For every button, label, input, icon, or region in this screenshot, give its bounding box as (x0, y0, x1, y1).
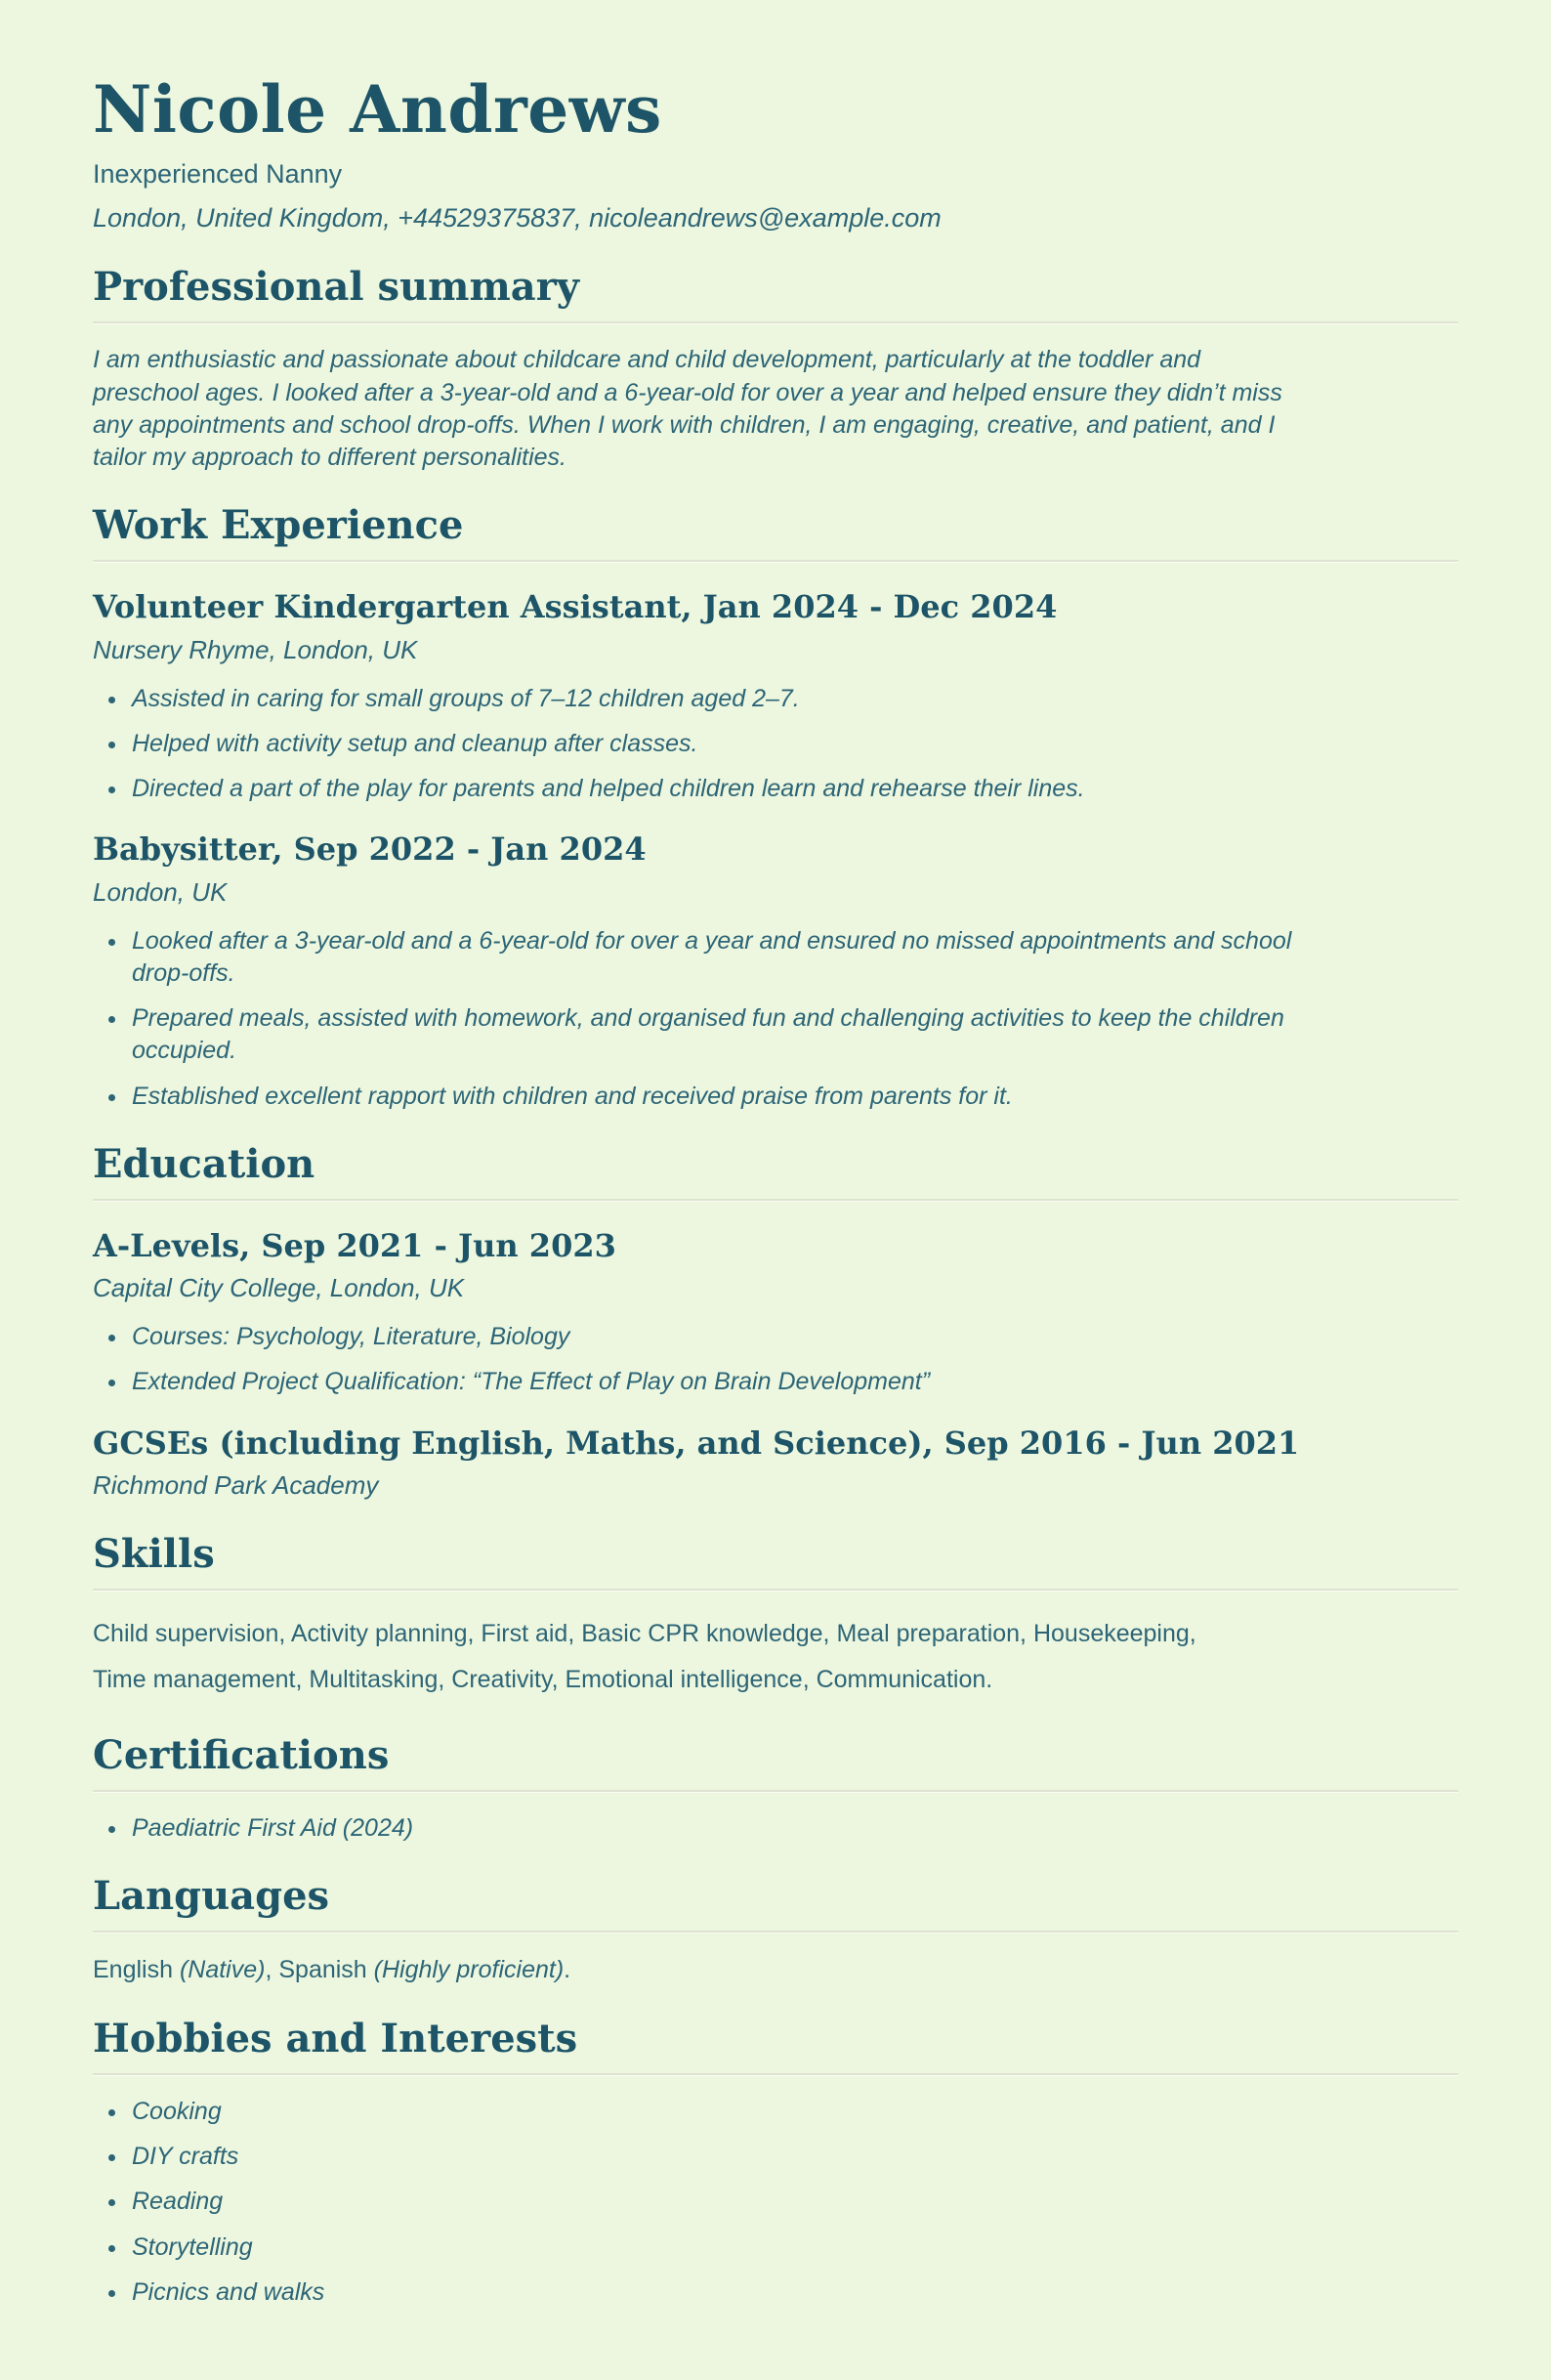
section-divider (93, 1931, 1458, 1934)
education-location: Richmond Park Academy (93, 1469, 379, 1500)
hobbies-list (93, 2096, 1458, 2309)
work-experience-heading: Work Experience (93, 502, 464, 549)
job-bullet: • Looked after a 3-year-old and a 6-year-old for over a year and ensured no missed appointments and school drop-offs. (128, 925, 1334, 991)
section-hobbies (93, 2017, 1458, 2309)
certifications-list (93, 1812, 1458, 1845)
education-entry (93, 1424, 1458, 1503)
language-segment: . (564, 1955, 571, 1983)
candidate-role: Inexperienced Nanny (93, 159, 343, 190)
language-segment: English (93, 1955, 180, 1983)
hobbies-heading: Hobbies and Interests (93, 2015, 578, 2061)
hobby-bullet: • Picnics and walks (128, 2276, 1334, 2309)
contact-line: London, United Kingdom, +44529375837, nicoleandrews@example.com (93, 203, 942, 234)
section-skills (93, 1532, 1458, 1704)
education-bullets-list (93, 1321, 1458, 1399)
candidate-name: Nicole Andrews (93, 71, 662, 148)
skills-text: Child supervision, Activity planning, First aid, Basic CPR knowledge, Meal preparation, Housekeeping, Time management, Multitasking, Creativity, Emotional intelligence, Communication. (93, 1619, 1196, 1694)
job-bullets-list (93, 925, 1458, 1113)
section-divider (93, 1790, 1458, 1793)
section-professional-summary (93, 265, 1458, 474)
education-location: Capital City College, London, UK (93, 1273, 465, 1303)
job-entry (93, 830, 1458, 1112)
job-location: Nursery Rhyme, London, UK (93, 634, 418, 664)
hobby-bullet: • Cooking (128, 2096, 1334, 2128)
section-languages (93, 1874, 1458, 1987)
section-divider (93, 2073, 1458, 2076)
hobby-bullet: • DIY crafts (128, 2141, 1334, 2173)
section-divider (93, 321, 1458, 324)
job-bullet: • Helped with activity setup and cleanup after classes. (128, 728, 1334, 760)
skills-heading: Skills (93, 1530, 215, 1577)
hobby-bullet: • Reading (128, 2186, 1334, 2218)
job-bullet: • Assisted in caring for small groups of 7–12 children aged 2–7. (128, 683, 1334, 715)
job-bullet: • Prepared meals, assisted with homework, and organised fun and challenging activities to keep the children occupied. (128, 1002, 1334, 1068)
job-bullet: • Established excellent rapport with children and received praise from parents for it. (128, 1081, 1334, 1113)
education-bullet: • Courses: Psychology, Literature, Biology (128, 1321, 1334, 1353)
section-education (93, 1142, 1458, 1503)
professional-summary-heading: Professional summary (93, 264, 580, 311)
education-title: A-Levels, Sep 2021 - Jun 2023 (93, 1226, 616, 1264)
job-bullets-list (93, 683, 1458, 806)
resume-header (93, 71, 1458, 235)
job-location: London, UK (93, 876, 228, 907)
education-title: GCSEs (including English, Maths, and Science), Sep 2016 - Jun 2021 (93, 1424, 1300, 1462)
job-title: Volunteer Kindergarten Assistant, Jan 2024 - Dec 2024 (93, 588, 1058, 626)
section-work-experience (93, 503, 1458, 1112)
certifications-heading: Certifications (93, 1731, 390, 1778)
education-entry (93, 1227, 1458, 1399)
section-divider (93, 1589, 1458, 1592)
languages-heading: Languages (93, 1872, 330, 1919)
section-certifications (93, 1733, 1458, 1845)
language-proficiency: (Native) (179, 1955, 266, 1983)
job-bullet: • Directed a part of the play for parents and helped children learn and rehearse their lines. (128, 773, 1334, 805)
education-bullet: • Extended Project Qualification: “The Effect of Play on Brain Development” (128, 1366, 1334, 1398)
job-title: Babysitter, Sep 2022 - Jan 2024 (93, 830, 647, 869)
languages-line (93, 1953, 1458, 1987)
professional-summary-text: I am enthusiastic and passionate about childcare and child development, particularly at the toddler and preschool ages. I looked after a 3-year-old and a 6-year-old for over a year and helped ensure they didn’t miss any appointments and school drop-offs. When I work with children, I am engaging, creative, and patient, and I tailor my approach to different personalities. (93, 346, 1282, 472)
section-divider (93, 560, 1458, 563)
education-heading: Education (93, 1140, 315, 1187)
language-segment: , Spanish (265, 1955, 374, 1983)
language-proficiency: (Highly proficient) (373, 1955, 565, 1983)
certification-bullet: • Paediatric First Aid (2024) (128, 1812, 1334, 1845)
section-divider (93, 1199, 1458, 1202)
hobby-bullet: • Storytelling (128, 2231, 1334, 2264)
job-entry (93, 588, 1458, 805)
